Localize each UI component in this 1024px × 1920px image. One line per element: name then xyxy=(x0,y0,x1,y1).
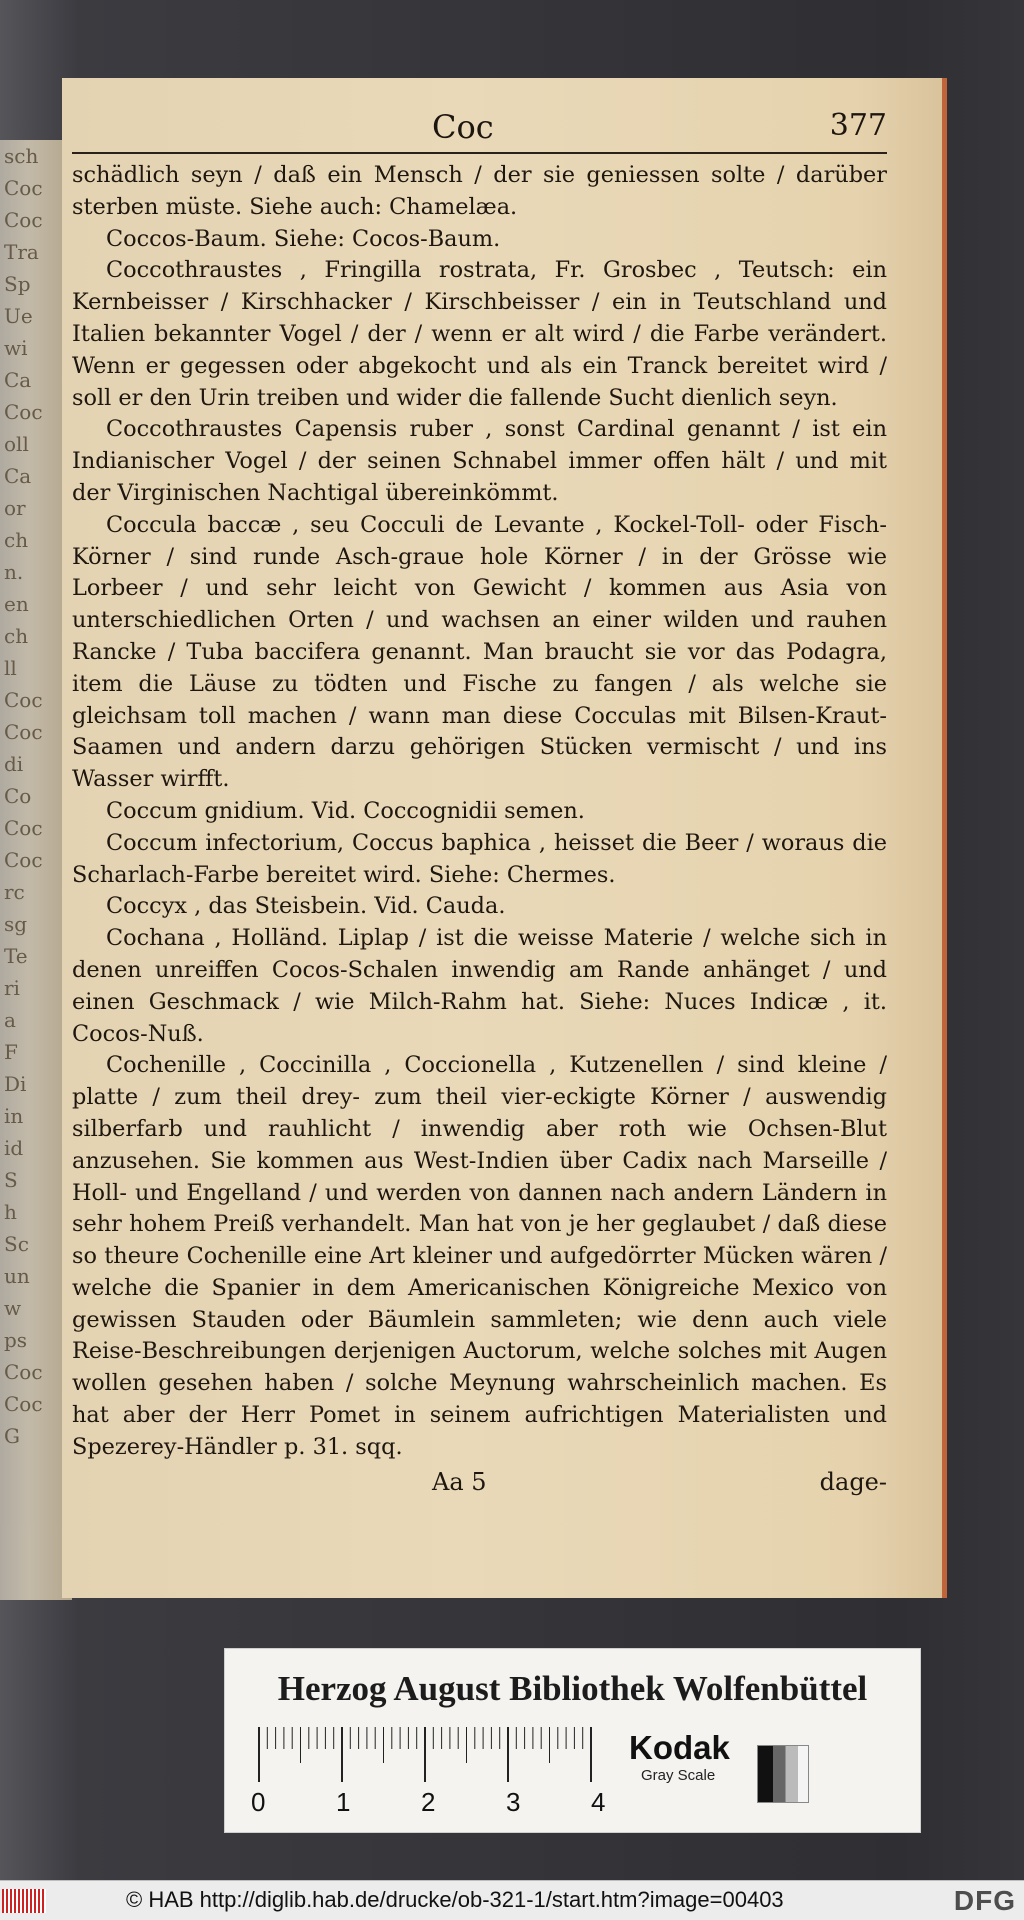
entry-paragraph: Coccos-Baum. Siehe: Cocos-Baum. xyxy=(106,225,501,252)
viewer-footer xyxy=(0,1880,1024,1920)
margin-fragment: Ue xyxy=(4,304,33,328)
dfg-logo: DFG xyxy=(953,1885,1016,1916)
entry-paragraph: Coccothraustes Capensis ruber , sonst Cardinal genannt / ist ein Indianischer Vogel / der seinen Schnabel immer offen hält / und mit der Virginischen Nachtigal übereinkömmt. xyxy=(72,416,887,506)
kodak-logo: Kodak xyxy=(629,1729,730,1766)
barcode-icon xyxy=(2,1889,46,1913)
margin-fragment: un xyxy=(4,1264,30,1288)
signature-mark: Aa 5 xyxy=(432,1467,487,1496)
margin-fragment: w xyxy=(4,1296,22,1320)
margin-fragment: Coc xyxy=(4,1392,43,1416)
margin-fragment: Coc xyxy=(4,400,43,424)
margin-fragment: Te xyxy=(4,944,28,968)
entry-paragraph: Coccothraustes , Fringilla rostrata, Fr. Grosbec , Teutsch: ein Kernbeisser / Kirschhacker / Kirschbeisser / ein in Teutschland und Italien bekannter Vogel / der / wenn er alt wird / die Farbe verändert. Wenn er gegessen oder abgekocht und als ein Tranck bereitet wird / soll er den Urin treiben und wider die fallende Sucht dienlich seyn. xyxy=(72,257,887,411)
entry-paragraph: Coccula baccæ , seu Cocculi de Levante , Kockel-Toll- oder Fisch-Körner / sind runde Asch-graue hole Körner / in der Grösse wie Lorbeer / und sehr leicht von Gewicht / kommen aus Asia von unterschiedlichen Orten / und wachsen an einer wilden und rauhen Rancke / Tuba baccifera genannt. Man braucht sie vor das Podagra, item die Läuse zu tödten und Fische zu fangen / als welche sie gleichsam toll machen / wann man diese Cocculas mit Bilsen-Kraut-Saamen und andern darzu gehörigen Stücken vermischt / und ins Wasser wirfft. xyxy=(72,511,887,793)
entry-paragraph: schädlich seyn / daß ein Mensch / der sie geniessen solte / darüber sterben müste. Siehe auch: Chamelæa. xyxy=(72,162,887,220)
margin-fragment: ri xyxy=(4,976,20,1000)
page-content xyxy=(72,108,887,1502)
margin-fragment: or xyxy=(4,496,26,520)
margin-fragment: in xyxy=(4,1104,24,1128)
margin-fragment: Ca xyxy=(4,464,32,488)
margin-fragment: Coc xyxy=(4,848,43,872)
gray-scale-caption: Gray Scale xyxy=(641,1767,716,1784)
margin-fragment: wi xyxy=(4,336,28,360)
gray-scale-chip xyxy=(757,1745,809,1803)
copyright-link[interactable]: © HAB http://diglib.hab.de/drucke/ob-321-1/start.htm?image=00403 xyxy=(126,1887,784,1912)
margin-fragment: id xyxy=(4,1136,24,1160)
margin-fragment: Coc xyxy=(4,208,43,232)
margin-fragment: Di xyxy=(4,1072,27,1096)
entry-paragraph: Cochenille , Coccinilla , Coccionella , Kutzenellen / sind kleine / platte / zum theil drey- zum theil vier-eckigte Körner / auswendig silberfarb und rauhlicht / inwendig aber roth wie Ochsen-Blut anzusehen. Sie kommen aus West-Indien über Cadix nach Marseille / Holl- und Engelland / und werden von dannen nach andern Ländern in sehr hohem Preiß verhandelt. Man hat von je her geglaubet / daß diese so theure Cochenille eine Art kleiner und aufgedörrter Mücken wären / welche die Spanier in dem Americanischen Königreiche Mexico von gewissen Stauden oder Bäumlein sammleten; wie denn auch viele Reise-Beschreibungen derjenigen Auctorum, welche solches mit Augen wollen gesehen haben / solche Meynung wahrscheinlich machen. Es hat aber der Herr Pomet in seinem aufrichtigen Materialisten und Spezerey-Händler p. 31. sqq. xyxy=(72,1052,887,1460)
margin-fragment: n. xyxy=(4,560,24,584)
margin-fragment: Coc xyxy=(4,816,43,840)
margin-fragment: G xyxy=(4,1424,20,1448)
library-name: Herzog August Bibliothek Wolfenbüttel xyxy=(277,1669,868,1708)
page-footer-line xyxy=(72,1468,887,1502)
margin-fragment: Tra xyxy=(4,240,39,264)
catchword: dage- xyxy=(819,1467,887,1496)
entry-paragraph: Coccyx , das Steisbein. Vid. Cauda. xyxy=(106,893,506,920)
running-head xyxy=(72,108,887,154)
ruler-number: 3 xyxy=(506,1787,521,1817)
margin-fragment: Co xyxy=(4,784,32,808)
margin-fragment: di xyxy=(4,752,24,776)
body-text xyxy=(72,160,887,1464)
margin-fragment: F xyxy=(4,1040,18,1064)
margin-fragment: Sc xyxy=(4,1232,29,1256)
entry-paragraph: Cochana , Holländ. Liplap / ist die weisse Materie / welche sich in denen unreiffen Cocos-Schalen inwendig am Rande anhänget / und einen Geschmack / wie Milch-Rahm hat. Siehe: Nuces Indicæ , it. Cocos-Nuß. xyxy=(72,925,887,1047)
margin-fragment: ch xyxy=(4,528,29,552)
margin-fragment: Coc xyxy=(4,688,43,712)
ruler-number: 4 xyxy=(591,1787,606,1817)
margin-fragment: S xyxy=(4,1168,18,1192)
margin-fragment: h xyxy=(4,1200,17,1224)
margin-fragment: Coc xyxy=(4,1360,43,1384)
entry-paragraph: Coccum infectorium, Coccus baphica , heisset die Beer / woraus die Scharlach-Farbe bereitet wird. Siehe: Chermes. xyxy=(72,829,887,888)
ruler-number: 0 xyxy=(251,1787,266,1817)
margin-fragment: sch xyxy=(4,144,39,168)
running-head-word: Coc xyxy=(432,108,494,146)
page-number: 377 xyxy=(829,108,887,143)
margin-fragment: rc xyxy=(4,880,25,904)
entry-paragraph: Coccum gnidium. Vid. Coccognidii semen. xyxy=(106,797,585,824)
margin-fragment: ll xyxy=(4,656,17,680)
library-color-card xyxy=(224,1648,921,1833)
ruler-number: 2 xyxy=(421,1787,436,1817)
margin-fragment: ps xyxy=(4,1328,28,1352)
margin-fragment: sg xyxy=(4,912,28,936)
margin-fragment: Coc xyxy=(4,176,43,200)
margin-fragment: en xyxy=(4,592,29,616)
scale-ruler xyxy=(253,1727,593,1789)
book-page xyxy=(62,78,947,1598)
margin-fragment: Coc xyxy=(4,720,43,744)
margin-fragment: Ca xyxy=(4,368,32,392)
margin-fragment: oll xyxy=(4,432,29,456)
margin-fragment: ch xyxy=(4,624,29,648)
margin-fragment: Sp xyxy=(4,272,31,296)
margin-fragment: a xyxy=(4,1008,16,1032)
ruler-number: 1 xyxy=(336,1787,351,1817)
